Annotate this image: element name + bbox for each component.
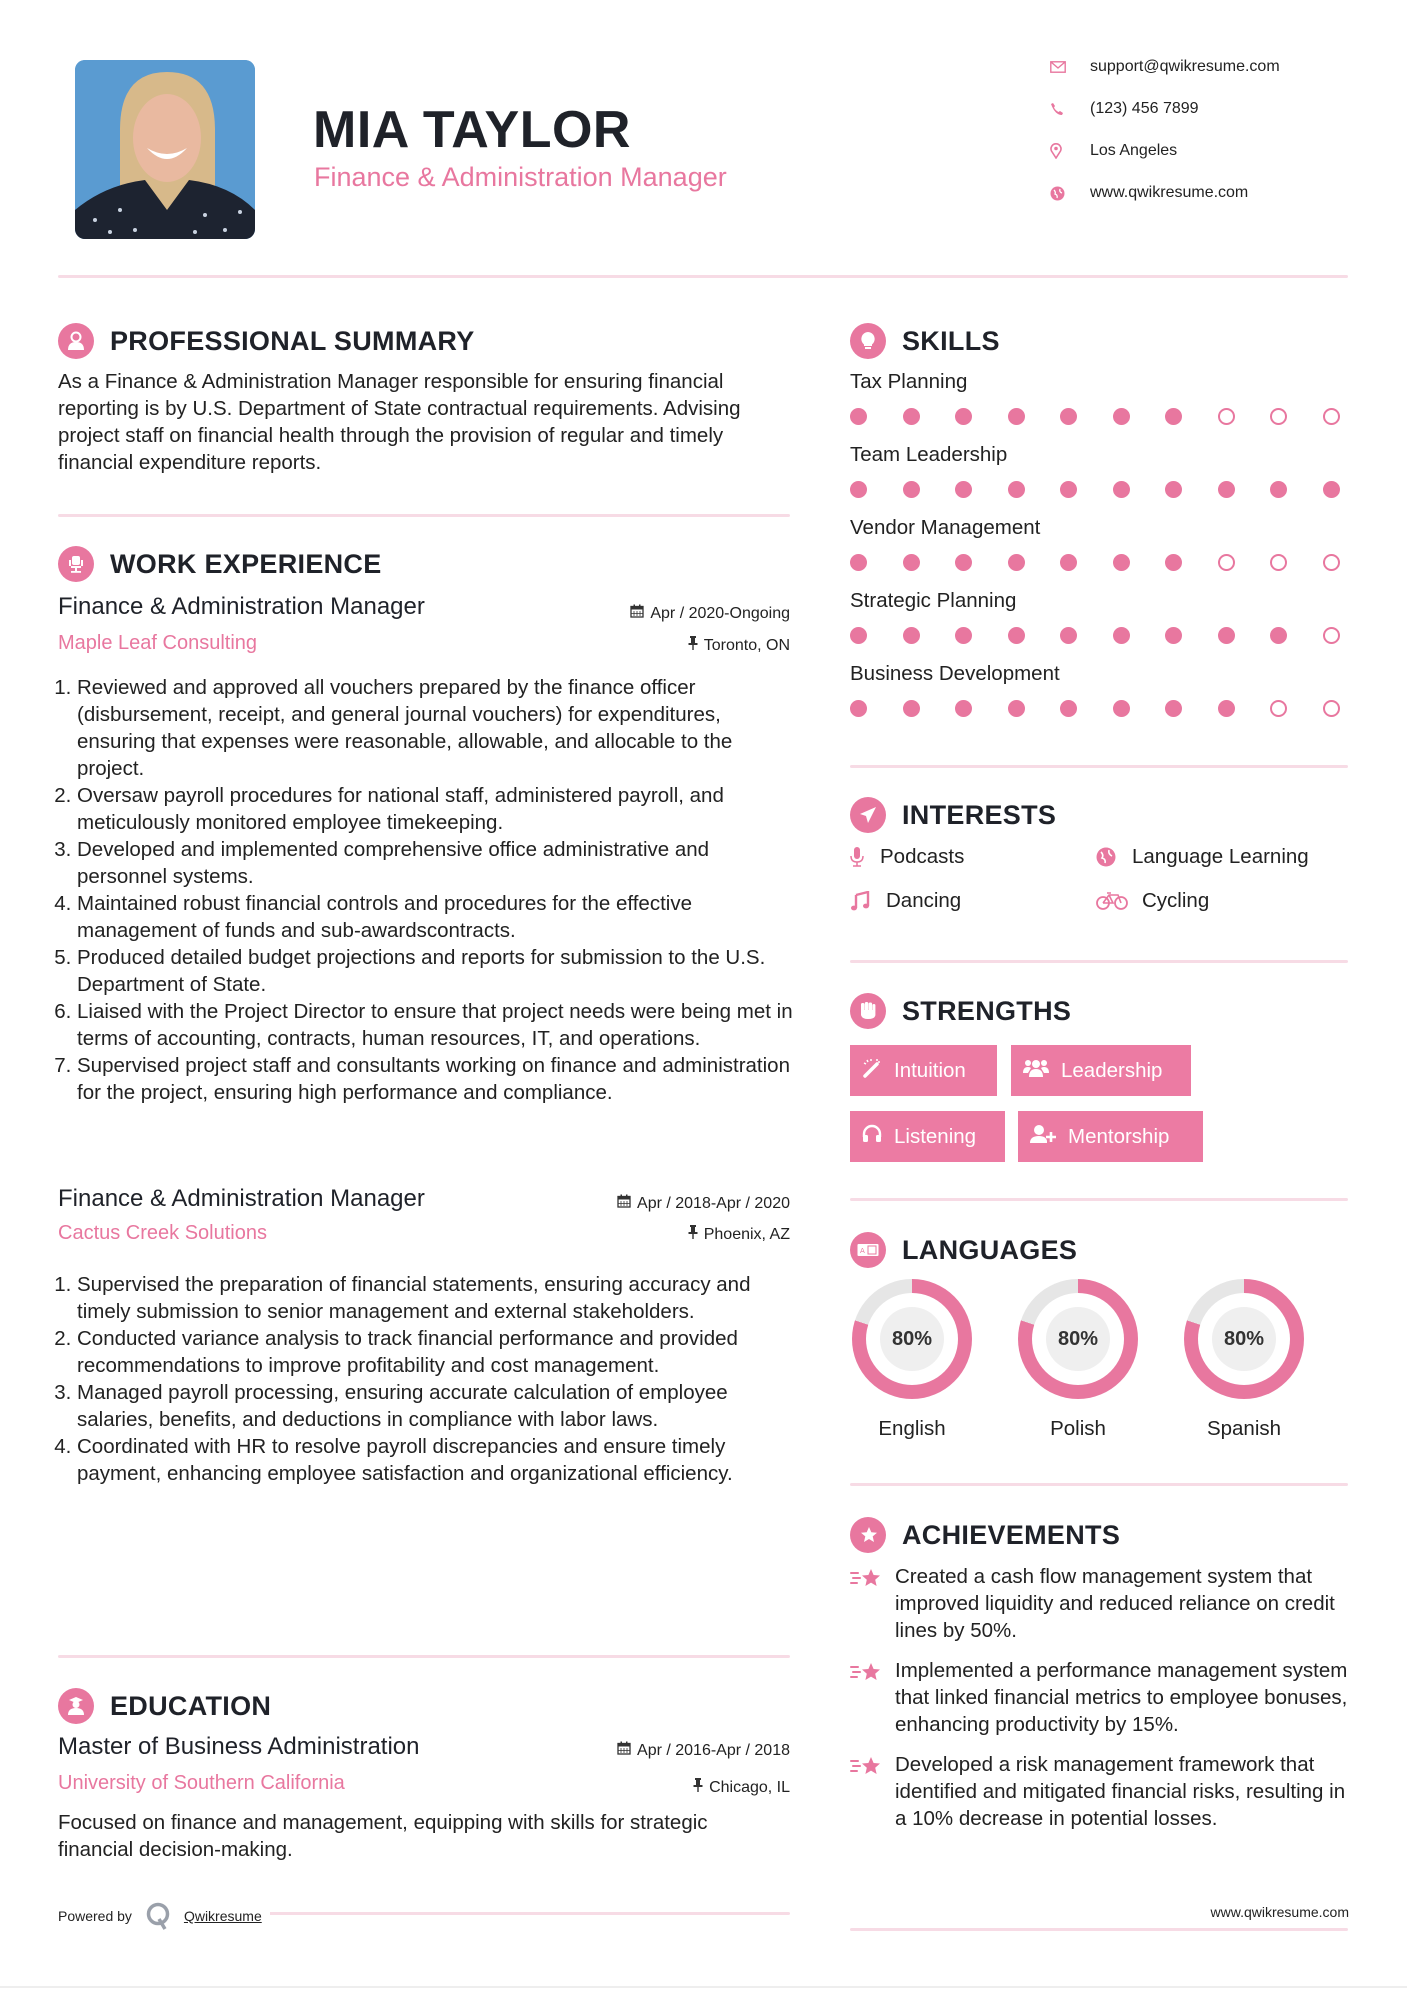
duty-item: 3. Developed and implemented comprehensive office administrative and personnel systems. [77, 836, 798, 890]
profile-photo [75, 60, 255, 239]
job-1-company: Maple Leaf Consulting [58, 632, 258, 654]
rating-dot-filled [1008, 408, 1025, 425]
svg-text:A: A [860, 1247, 865, 1255]
rating-dot-empty [1323, 408, 1340, 425]
rating-dot-filled [1060, 627, 1077, 644]
rating-dot-filled [1165, 554, 1182, 571]
rating-dot-filled [1060, 700, 1077, 717]
strength-listening: Listening [850, 1111, 1005, 1162]
job-2-title: Finance & Administration Manager [58, 1185, 425, 1212]
job-1-dates: Apr / 2020-Ongoing [630, 604, 790, 623]
language-percent: 80% [1046, 1307, 1110, 1371]
pushpin-icon [693, 1778, 703, 1797]
duty-item: 2. Conducted variance analysis to track financial performance and provided recommendations to improve profitability and cost management. [77, 1325, 798, 1379]
rating-dot-filled [903, 408, 920, 425]
contact-website[interactable] [1050, 184, 1370, 202]
calendar-icon [630, 604, 644, 623]
skill-rating [850, 627, 1340, 644]
shooting-star-icon [850, 1657, 895, 1692]
strengths-divider [850, 1198, 1348, 1201]
email-text: support@qwikresume.com [1090, 58, 1280, 75]
header-divider [58, 275, 1348, 278]
language-progress-ring [1184, 1279, 1304, 1399]
rating-dot-filled [955, 700, 972, 717]
user-plus-icon [1030, 1124, 1056, 1150]
languages-section-header [850, 1232, 1077, 1268]
language-percent: 80% [880, 1307, 944, 1371]
pushpin-icon [688, 636, 698, 655]
phone-text: (123) 456 7899 [1090, 100, 1199, 117]
website-text: www.qwikresume.com [1090, 184, 1249, 201]
education-description: Focused on finance and management, equipping with skills for strategic financial decision-making. [58, 1811, 708, 1861]
duty-item: 4. Maintained robust financial controls and procedures for the effective management of funds and sub-awardscontracts. [77, 890, 798, 944]
job-2-company: Cactus Creek Solutions [58, 1222, 267, 1244]
rating-dot-empty [1323, 627, 1340, 644]
contact-location [1050, 142, 1370, 160]
duty-item: 3. Managed payroll processing, ensuring accurate calculation of employee salaries, benefits, and deductions in compliance with labor laws. [77, 1379, 798, 1433]
footer-right-divider [850, 1928, 1348, 1931]
rating-dot-filled [1060, 481, 1077, 498]
rating-dot-filled [1113, 481, 1130, 498]
rating-dot-filled [1218, 627, 1235, 644]
language-name: English [878, 1417, 946, 1440]
rating-dot-empty [1270, 408, 1287, 425]
rating-dot-filled [903, 554, 920, 571]
skills-list [850, 370, 1350, 735]
contact-email[interactable] [1050, 58, 1370, 76]
job-2-dates: Apr / 2018-Apr / 2020 [617, 1194, 790, 1213]
summary-text: As a Finance & Administration Manager responsible for ensuring financial reporting is by U.S. Department of State contractual requirements. Advising project staff on financial health through the provision of regular and timely financial expenditure reports. [58, 370, 741, 474]
rating-dot-filled [1008, 554, 1025, 571]
users-icon [1023, 1058, 1049, 1084]
language-name: Spanish [1206, 1417, 1282, 1440]
language-name: Polish [1050, 1417, 1106, 1440]
rating-dot-filled [1113, 627, 1130, 644]
strength-intuition: Intuition [850, 1045, 997, 1096]
skill-row [850, 516, 1350, 589]
skill-row [850, 443, 1350, 516]
rating-dot-filled [1165, 481, 1182, 498]
page-edge [0, 1986, 1407, 1988]
interests-heading: INTERESTS [902, 799, 1057, 830]
duty-item: 6. Liaised with the Project Director to ensure that project needs were being met in terms of accounting, contracts, human resources, IT, and operations. [77, 998, 798, 1052]
rating-dot-filled [1270, 627, 1287, 644]
graduate-icon [58, 1688, 94, 1724]
skill-label: Strategic Planning [850, 589, 1017, 612]
skill-rating [850, 554, 1340, 571]
phone-icon [1050, 102, 1090, 116]
strength-leadership: Leadership [1011, 1045, 1191, 1096]
skill-label: Team Leadership [850, 443, 1008, 466]
envelope-icon [1050, 61, 1090, 73]
skill-label: Tax Planning [850, 370, 968, 393]
rating-dot-empty [1323, 700, 1340, 717]
lightbulb-icon [850, 323, 886, 359]
fist-icon [850, 993, 886, 1029]
rating-dot-filled [903, 627, 920, 644]
rating-dot-filled [850, 554, 867, 571]
languages-list [850, 1279, 1306, 1441]
work-divider [58, 1655, 790, 1658]
rating-dot-filled [1060, 408, 1077, 425]
map-pin-icon [1050, 143, 1090, 159]
rating-dot-filled [1113, 408, 1130, 425]
rating-dot-filled [955, 627, 972, 644]
rating-dot-filled [850, 408, 867, 425]
skills-section-header [850, 323, 1000, 359]
interests-divider [850, 960, 1348, 963]
music-note-icon [850, 891, 884, 911]
education-heading: EDUCATION [110, 1690, 272, 1721]
pushpin-icon [688, 1225, 698, 1244]
job-2-duties [58, 1271, 798, 1487]
duty-item: 1. Supervised the preparation of financial statements, ensuring accuracy and timely submission to senior management and external stakeholders. [77, 1271, 798, 1325]
rating-dot-filled [1008, 481, 1025, 498]
interests-section-header [850, 797, 1056, 833]
qwikresume-link[interactable]: Qwikresume [183, 1908, 262, 1924]
powered-by [58, 1902, 270, 1930]
interest-podcasts: Podcasts [850, 845, 964, 869]
duty-item: 4. Coordinated with HR to resolve payroll discrepancies and ensure timely payment, enhancing employee satisfaction and organizational efficiency. [77, 1433, 798, 1487]
interest-cycling: Cycling [1096, 889, 1209, 913]
language-item [1016, 1279, 1140, 1441]
globe-icon [1050, 186, 1090, 201]
language-item [1182, 1279, 1306, 1441]
language-progress-ring [1018, 1279, 1138, 1399]
summary-section-header [58, 323, 475, 359]
microphone-icon [850, 847, 878, 867]
rating-dot-filled [1218, 481, 1235, 498]
user-icon [58, 323, 94, 359]
rating-dot-filled [1165, 700, 1182, 717]
work-heading: WORK EXPERIENCE [110, 548, 382, 579]
summary-heading: PROFESSIONAL SUMMARY [110, 325, 475, 356]
duty-item: 2. Oversaw payroll procedures for national staff, administered payroll, and meticulously monitored employee timekeeping. [77, 782, 798, 836]
rating-dot-filled [903, 700, 920, 717]
rating-dot-filled [1165, 408, 1182, 425]
skills-heading: SKILLS [902, 325, 1000, 356]
achievements-list [850, 1563, 1350, 1832]
rating-dot-filled [1060, 554, 1077, 571]
rating-dot-empty [1218, 554, 1235, 571]
rating-dot-filled [955, 408, 972, 425]
job-1-location: Toronto, ON [688, 636, 790, 655]
skill-rating [850, 481, 1340, 498]
achievements-section-header [850, 1517, 1120, 1553]
job-1-duties [58, 674, 798, 1106]
skill-rating [850, 408, 1340, 425]
interest-dancing: Dancing [850, 889, 961, 913]
footer-website[interactable]: www.qwikresume.com [1210, 1904, 1349, 1920]
location-text: Los Angeles [1090, 142, 1178, 159]
job-1-title: Finance & Administration Manager [58, 593, 425, 620]
summary-divider [58, 514, 790, 517]
strength-mentorship: Mentorship [1018, 1111, 1203, 1162]
achievement-item: Implemented a performance management system that linked financial metrics to employee bonuses, enhancing productivity by 15%. [850, 1657, 1350, 1738]
strengths-section-header [850, 993, 1071, 1029]
skill-row [850, 370, 1350, 443]
qwikresume-logo-icon [146, 1902, 170, 1930]
bicycle-icon [1096, 892, 1140, 910]
shooting-star-icon [850, 1563, 895, 1598]
rating-dot-filled [1113, 554, 1130, 571]
skills-divider [850, 765, 1348, 768]
headphones-icon [862, 1124, 882, 1150]
language-percent: 80% [1212, 1307, 1276, 1371]
rating-dot-filled [1008, 627, 1025, 644]
duty-item: 1. Reviewed and approved all vouchers prepared by the finance officer (disbursement, receipt, and general journal vouchers) for expenditures, ensuring that expenses were reasonable, allowable, and allocable to the project. [77, 674, 798, 782]
calendar-icon [617, 1741, 631, 1760]
achievement-item: Created a cash flow management system that improved liquidity and reduced reliance on credit lines by 50%. [850, 1563, 1350, 1644]
skill-row [850, 662, 1350, 735]
rating-dot-filled [1165, 627, 1182, 644]
achievement-item: Developed a risk management framework that identified and mitigated financial risks, resulting in a 10% decrease in potential losses. [850, 1751, 1350, 1832]
rating-dot-filled [1218, 700, 1235, 717]
education-location: Chicago, IL [693, 1778, 790, 1797]
interest-language-learning: Language Learning [1096, 845, 1309, 869]
candidate-name: MIA TAYLOR [313, 101, 631, 159]
languages-heading: LANGUAGES [902, 1234, 1078, 1265]
rating-dot-filled [850, 700, 867, 717]
rating-dot-filled [850, 627, 867, 644]
globe-icon [1096, 847, 1130, 867]
calendar-icon [617, 1194, 631, 1213]
skill-row [850, 589, 1350, 662]
rating-dot-filled [1008, 700, 1025, 717]
rating-dot-filled [955, 554, 972, 571]
star-badge-icon [850, 1517, 886, 1553]
rating-dot-filled [955, 481, 972, 498]
work-section-header [58, 546, 382, 582]
rating-dot-empty [1218, 408, 1235, 425]
rating-dot-filled [1323, 481, 1340, 498]
rating-dot-filled [1270, 481, 1287, 498]
contact-phone[interactable] [1050, 100, 1370, 118]
degree: Master of Business Administration [58, 1733, 420, 1760]
shooting-star-icon [850, 1751, 895, 1786]
duty-item: 5. Produced detailed budget projections and reports for submission to the U.S. Department of State. [77, 944, 798, 998]
skill-label: Business Development [850, 662, 1060, 685]
language-progress-ring [852, 1279, 972, 1399]
rating-dot-empty [1323, 554, 1340, 571]
rating-dot-empty [1270, 700, 1287, 717]
rating-dot-filled [850, 481, 867, 498]
rating-dot-filled [903, 481, 920, 498]
job-2-location: Phoenix, AZ [688, 1225, 790, 1244]
rating-dot-empty [1270, 554, 1287, 571]
translate-icon [850, 1232, 886, 1268]
magic-wand-icon [862, 1058, 882, 1084]
achievements-heading: ACHIEVEMENTS [902, 1519, 1121, 1550]
paper-plane-icon [850, 797, 886, 833]
education-dates: Apr / 2016-Apr / 2018 [617, 1741, 790, 1760]
strengths-heading: STRENGTHS [902, 995, 1072, 1026]
candidate-title: Finance & Administration Manager [314, 162, 727, 192]
office-chair-icon [58, 546, 94, 582]
school: University of Southern California [58, 1772, 345, 1794]
languages-divider [850, 1483, 1348, 1486]
education-section-header [58, 1688, 271, 1724]
duty-item: 7. Supervised project staff and consultants working on finance and administration for the project, ensuring high performance and compliance. [77, 1052, 798, 1106]
rating-dot-filled [1113, 700, 1130, 717]
language-item [850, 1279, 974, 1441]
skill-rating [850, 700, 1340, 717]
skill-label: Vendor Management [850, 516, 1041, 539]
powered-by-label: Powered by [58, 1908, 132, 1924]
